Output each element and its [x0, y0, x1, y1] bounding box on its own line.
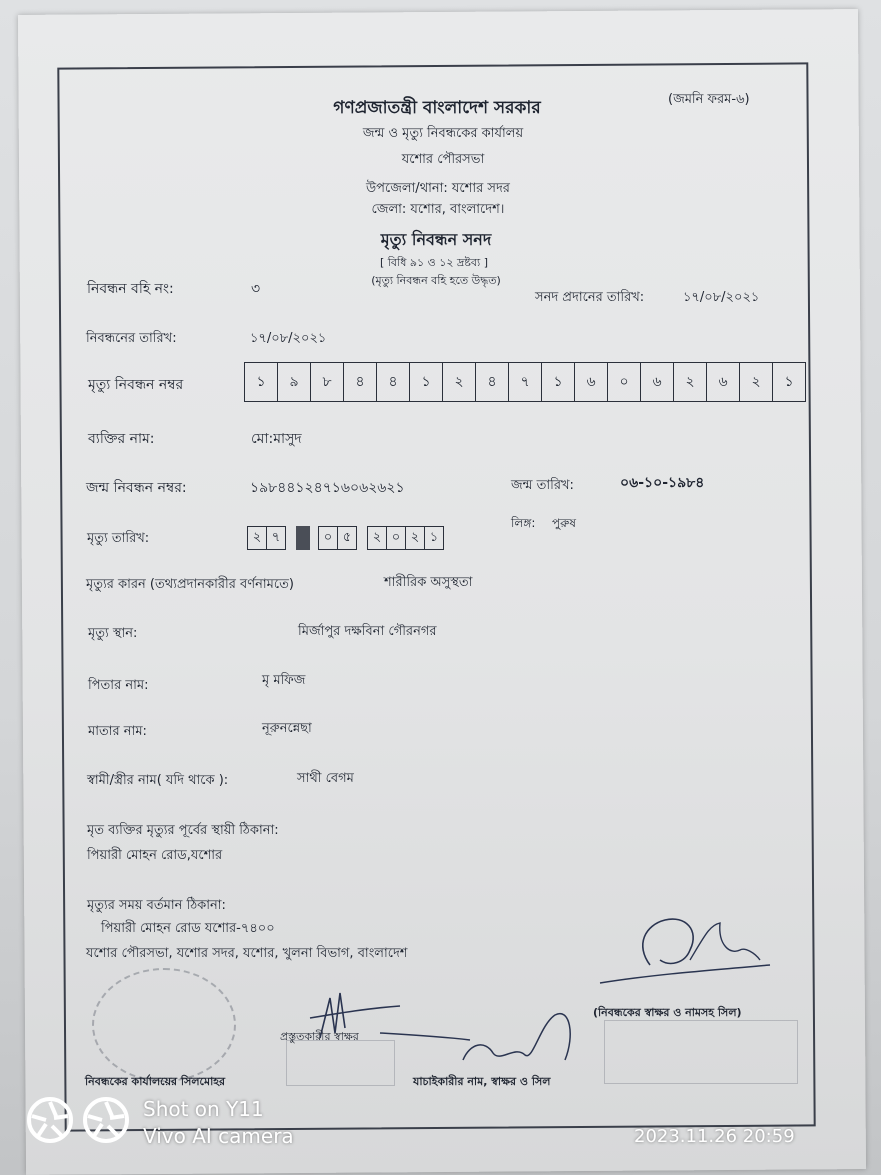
camera-aperture-icon [82, 1096, 130, 1144]
birth-date-value: ০৬-১০-১৯৮৪ [620, 475, 705, 491]
camera-lens-icon [26, 1096, 74, 1144]
curr-addr-line1: পিয়ারী মোহন রোড যশোর-৭৪০০ [101, 921, 275, 936]
place-label: মৃত্যু স্থান: [88, 626, 138, 641]
digit-box: ০ [387, 527, 406, 549]
digit-box: ২ [248, 527, 267, 549]
certificate-title: মৃত্যু নিবন্ধন সনদ [380, 230, 492, 249]
death-month-group [318, 526, 357, 550]
watermark-shot-on: Shot on Y11 [143, 1097, 264, 1121]
digit-box: ৪ [344, 363, 377, 401]
registration-date-value: ১৭/০৮/২০২১ [250, 331, 327, 346]
digit-box: ৯ [278, 363, 311, 401]
curr-addr-label: মৃত্যুর সময় বর্তমান ঠিকানা: [87, 898, 226, 913]
digit-box: ২ [406, 527, 425, 549]
death-reg-no-label: মৃত্যু নিবন্ধন নম্বর [88, 377, 184, 393]
name-label: ব্যক্তির নাম: [88, 431, 155, 447]
municipality-name: যশোর পৌরসভা [401, 152, 485, 167]
registration-date-label: নিবন্ধনের তারিখ: [86, 331, 177, 346]
name-value: মো:মাসুদ [251, 431, 302, 447]
preparer-sign-label: প্রস্তুতকারীর স্বাক্ষর [280, 1030, 359, 1043]
office-seal-label: নিবন্ধকের কার্যালয়ের সিলমোহর [85, 1075, 226, 1088]
watermark-camera: Vivo AI camera [143, 1124, 294, 1148]
death-date-boxes [247, 526, 454, 550]
digit-box: ৮ [311, 363, 344, 401]
digit-box: ১ [245, 363, 278, 401]
office-name: জন্ম ও মৃত্যু নিবন্ধকের কার্যালয় [362, 126, 524, 141]
digit-box: ২ [674, 363, 707, 401]
verifier-sign-label: যাচাইকারীর নাম, স্বাক্ষর ও সিল [413, 1075, 551, 1088]
digit-box: ৬ [707, 363, 740, 401]
digit-box: ১ [542, 363, 575, 401]
digit-box: ০ [319, 527, 338, 549]
sex-value: পুরুষ [552, 516, 576, 530]
register-book-value: ৩ [251, 281, 261, 297]
watermark-timestamp: 2023.11.26 20:59 [634, 1126, 795, 1147]
death-year-group [367, 526, 444, 550]
death-reg-no-boxes [244, 362, 806, 402]
digit-box: ২ [740, 363, 773, 401]
verifier-signature [375, 1005, 595, 1080]
rule-reference: [ বিধি ৯১ ও ১২ দ্রষ্টব্য ] [379, 256, 489, 269]
digit-box: ০ [608, 363, 641, 401]
sex-label: লিঙ্গ: [511, 516, 536, 530]
form-number: (জমনি ফরম-৬) [668, 92, 750, 107]
registrar-signature [590, 905, 790, 995]
death-date-label: মৃত্যু তারিখ: [87, 531, 150, 546]
date-separator [296, 526, 310, 550]
extract-note: (মৃত্যু নিবন্ধন বহি হতে উদ্ধৃত) [371, 274, 501, 287]
birth-reg-no-value: ১৯৮৪৪১২৪৭১৬০৬২৬২১ [250, 480, 405, 496]
digit-box: ১ [410, 363, 443, 401]
digit-box: ৭ [509, 363, 542, 401]
registrar-sign-label: (নিবন্ধকের স্বাক্ষর ও নামসহ সিল) [593, 1006, 742, 1019]
mother-label: মাতার নাম: [88, 724, 147, 739]
digit-box: ২ [443, 363, 476, 401]
upazila-line: উপজেলা/থানা: যশোর সদর [366, 181, 510, 196]
birth-date-label: জন্ম তারিখ: [511, 478, 574, 493]
spouse-label: স্বামী/স্ত্রীর নাম( যদি থাকে ): [87, 773, 229, 788]
registrar-seal-stamp [604, 1020, 798, 1084]
digit-box: ৬ [641, 363, 674, 401]
cause-value: শারীরিক অসুস্থতা [384, 575, 473, 590]
mother-value: নূরুনন্নেছা [262, 721, 312, 736]
government-title: গণপ্রজাতন্ত্রী বাংলাদেশ সরকার [333, 98, 541, 118]
district-line: জেলা: যশোর, বাংলাদেশ। [371, 202, 505, 217]
death-day-group [247, 526, 286, 550]
digit-box: ৭ [271, 529, 281, 545]
digit-box: ৬ [575, 363, 608, 401]
cause-label: মৃত্যুর কারন (তথ্যপ্রদানকারীর বর্ণনামতে) [86, 577, 294, 592]
digit-box: ১ [784, 374, 794, 390]
digit-box: ৪ [377, 363, 410, 401]
father-value: মৃ মফিজ [262, 673, 306, 688]
birth-reg-no-label: জন্ম নিবন্ধন নম্বর: [86, 480, 187, 496]
office-seal-stamp [92, 968, 236, 1082]
father-label: পিতার নাম: [88, 678, 149, 693]
issue-date-label: সনদ প্রদানের তারিখ: [535, 290, 645, 305]
register-book-label: নিবন্ধন বহি নং: [87, 281, 174, 297]
digit-box: ২ [368, 527, 387, 549]
place-value: মির্জাপুর দক্ষবিনা গৌরনগর [298, 624, 437, 639]
digit-box: ৪ [476, 363, 509, 401]
issue-date-value: ১৭/০৮/২০২১ [683, 290, 760, 305]
perm-addr-label: মৃত ব্যক্তির মৃত্যুর পূর্বের স্থায়ী ঠিকানা: [87, 823, 279, 838]
digit-box: ৫ [342, 529, 352, 545]
perm-addr-value: পিয়ারী মোহন রোড,যশোর [87, 848, 223, 863]
digit-box: ১ [429, 529, 439, 545]
spouse-value: সাথী বেগম [297, 771, 354, 786]
curr-addr-line2: যশোর পৌরসভা, যশোর সদর, যশোর, খুলনা বিভাগ, বাংলাদেশ [86, 946, 408, 961]
